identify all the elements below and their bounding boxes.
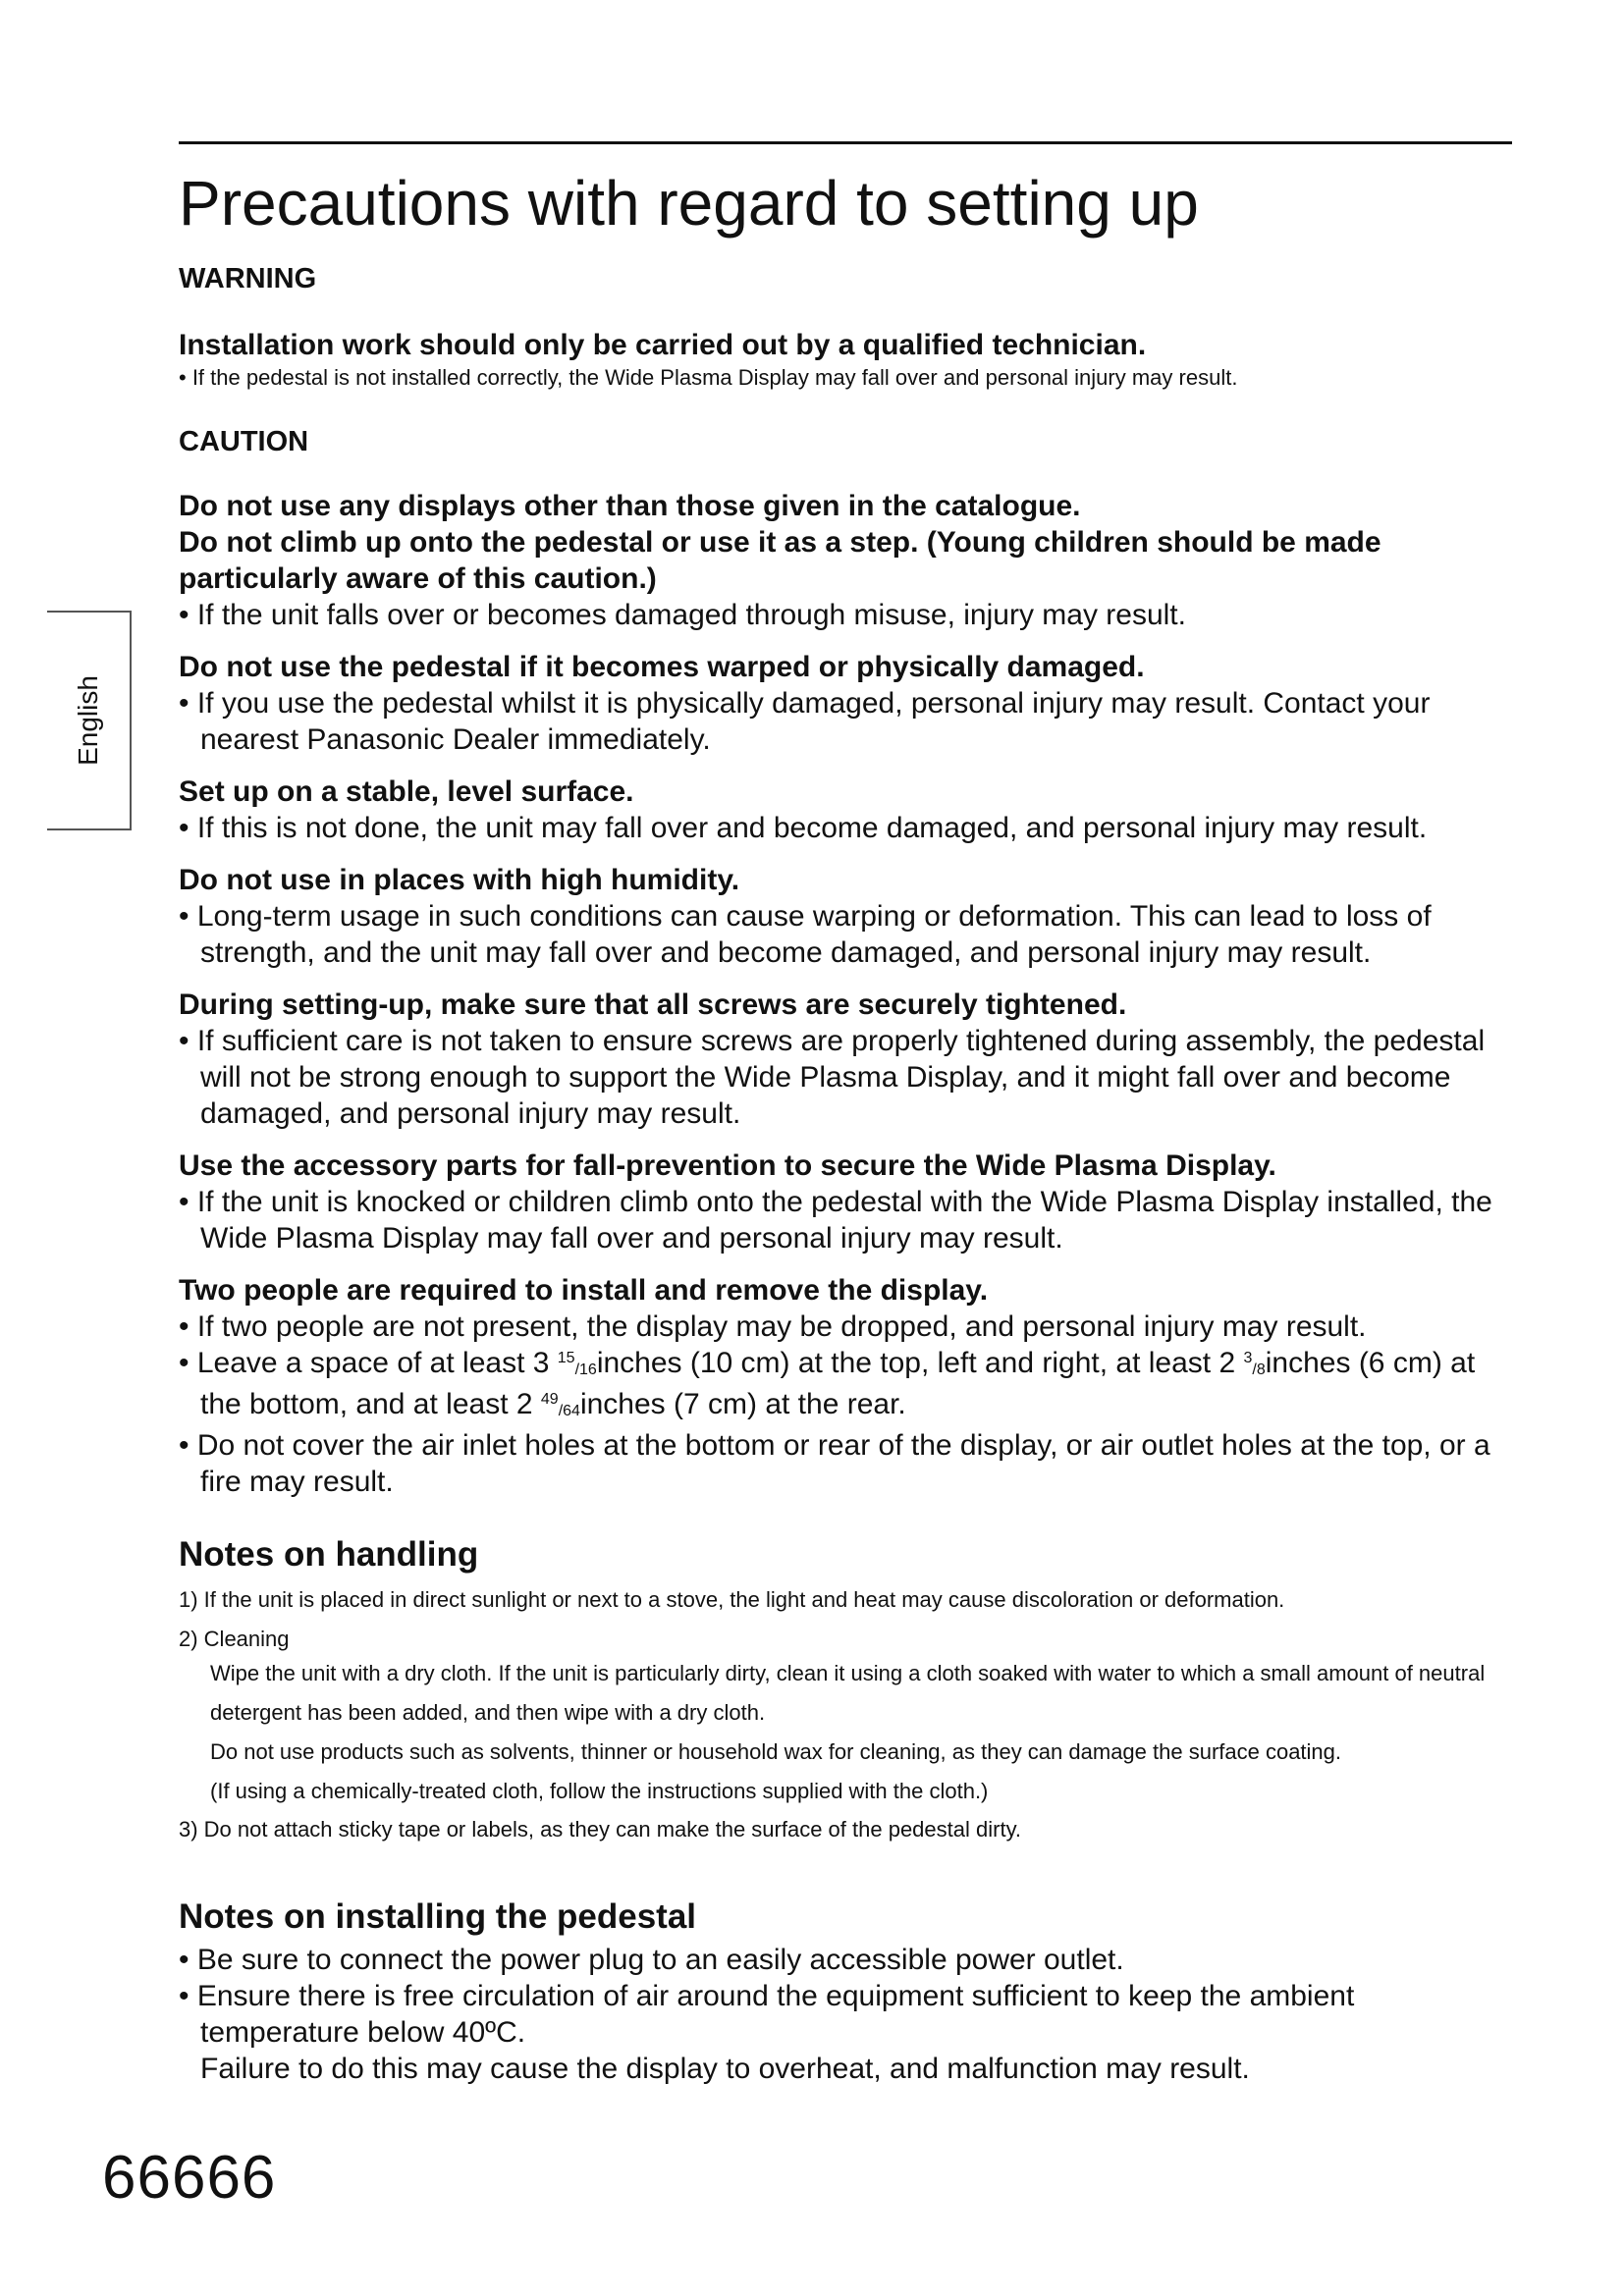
caution-item-bullet: • If sufficient care is not taken to ensure screws are properly tightened during assembly, the pedestal will not be strong enough to support the Wide Plasma Display, and it might fall over and become damaged, and personal injury may result. (179, 1025, 1486, 1130)
warning-heading: WARNING (179, 263, 317, 294)
caution-item-bullet: • Long-term usage in such conditions can cause warping or deformation. This can lead to loss of strength, and the unit may fall over and become damaged, and personal injury may result. (179, 900, 1432, 969)
caution-item-lead: Do not use in places with high humidity. (179, 864, 740, 896)
top-rule (179, 141, 1512, 144)
clearance-text-2: inches (10 cm) at the top, left and right, at least 2 (596, 1347, 1244, 1379)
fraction-slash: / (558, 1403, 564, 1419)
cleaning-note-3: (If using a chemically-treated cloth, follow the instructions supplied with the cloth.) (210, 1779, 989, 1803)
fraction-slash: / (1252, 1362, 1257, 1378)
warning-note: • If the pedestal is not installed correctly, the Wide Plasma Display may fall over and personal injury may result. (179, 365, 1238, 390)
installing-heading: Notes on installing the pedestal (179, 1897, 697, 1936)
clearance-text-1: • Leave a space of at least 3 (179, 1347, 558, 1379)
caution-item-bullet: • If this is not done, the unit may fall over and become damaged, and personal injury may result. (179, 812, 1428, 844)
handling-item-3: 3) Do not attach sticky tape or labels, as they can make the surface of the pedestal dirty. (179, 1817, 1022, 1842)
fraction-denominator: 16 (579, 1362, 597, 1378)
caution-item-lead: Use the accessory parts for fall-prevention to secure the Wide Plasma Display. (179, 1149, 1276, 1182)
installing-bullet-2: • Ensure there is free circulation of air around the equipment sufficient to keep the ambient temperature below 40ºC. (179, 1980, 1355, 2049)
warning-lead: Installation work should only be carried out by a qualified technician. (179, 329, 1147, 361)
caution-item-lead: Do not use the pedestal if it becomes warped or physically damaged. (179, 651, 1145, 683)
fraction-denominator: 64 (563, 1403, 580, 1419)
clearance-text-3: inches (6 cm) at the bottom, and at least 2 (200, 1347, 1476, 1420)
fraction-denominator: 8 (1256, 1362, 1266, 1378)
page-title: Precautions with regard to setting up (179, 168, 1199, 239)
fraction-numerator: 49 (540, 1391, 559, 1408)
fraction-numerator: 15 (557, 1350, 575, 1366)
language-tab-label: English (73, 675, 103, 766)
two-people-lead: Two people are required to install and remove the display. (179, 1274, 989, 1307)
caution-item-bullet: • If you use the pedestal whilst it is physically damaged, personal injury may result. Contact your nearest Panasonic Dealer immediately. (179, 687, 1431, 756)
cleaning-note-1: Wipe the unit with a dry cloth. If the unit is particularly dirty, clean it using a cloth soaked with water to which a small amount of neutral detergent has been added, and then wipe with a dry cloth. (210, 1661, 1486, 1725)
two-people-bullet-3: • Do not cover the air inlet holes at the bottom or rear of the display, or air outlet holes at the top, or a fire may result. (179, 1429, 1490, 1498)
handling-heading: Notes on handling (179, 1535, 479, 1574)
fraction-numerator: 3 (1243, 1350, 1253, 1366)
fraction-slash: / (574, 1362, 580, 1378)
caution-line-2: Do not climb up onto the pedestal or use it as a step. (Young children should be made particularly aware of this caution.) (179, 526, 1381, 595)
language-tab (47, 611, 132, 830)
cleaning-note-2: Do not use products such as solvents, thinner or household wax for cleaning, as they can damage the surface coating. (210, 1739, 1342, 1764)
caution-heading: CAUTION (179, 426, 309, 457)
caution-line-1: Do not use any displays other than those given in the catalogue. (179, 490, 1081, 522)
caution-item-lead: During setting-up, make sure that all screws are securely tightened. (179, 988, 1127, 1021)
handling-item-2: 2) Cleaning (179, 1627, 290, 1651)
caution-item-lead: Set up on a stable, level surface. (179, 775, 634, 808)
clearance-bullet (179, 1345, 1520, 1427)
caution-bullet-1: • If the unit falls over or becomes damaged through misuse, injury may result. (179, 599, 1186, 631)
clearance-text-4: inches (7 cm) at the rear. (579, 1388, 906, 1420)
page-number: 66666 (102, 2144, 277, 2212)
two-people-bullet-1: • If two people are not present, the display may be dropped, and personal injury may result. (179, 1310, 1367, 1343)
installing-bullet-2-cont: Failure to do this may cause the display to overheat, and malfunction may result. (200, 2053, 1250, 2085)
page-content (179, 265, 1520, 2087)
installing-bullet-1: • Be sure to connect the power plug to an easily accessible power outlet. (179, 1944, 1124, 1976)
handling-item-1: 1) If the unit is placed in direct sunlight or next to a stove, the light and heat may cause discoloration or deformation. (179, 1587, 1285, 1612)
caution-item-bullet: • If the unit is knocked or children climb onto the pedestal with the Wide Plasma Display installed, the Wide Plasma Display may fall over and personal injury may result. (179, 1186, 1492, 1255)
